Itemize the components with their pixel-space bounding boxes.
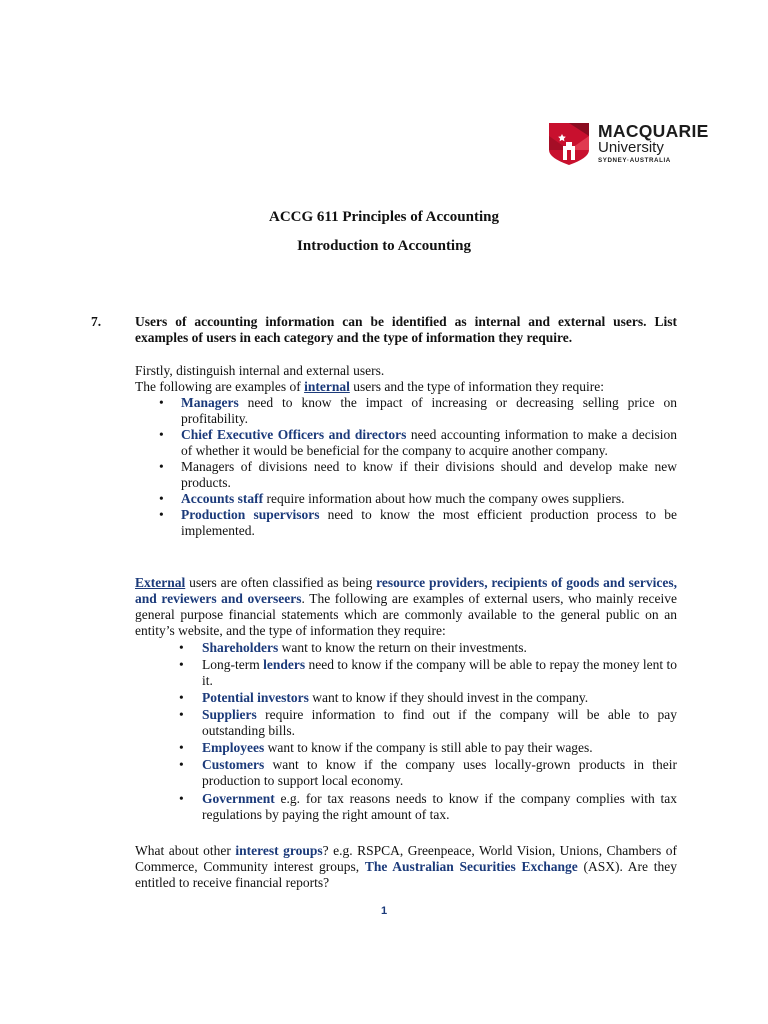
intro-pre: The following are examples of: [135, 379, 305, 394]
list-item: • Customers want to know if the company uses locally-grown products in their production to support local economy.: [179, 757, 677, 789]
intro-line-1: Firstly, distinguish internal and external users.: [135, 363, 385, 378]
external-intro: [135, 575, 677, 639]
list-item: • Managers need to know the impact of increasing or decreasing selling price on profitability.: [159, 395, 677, 426]
item-key: Suppliers: [202, 707, 257, 723]
item-text: need to know the impact of increasing or decreasing selling price on profitability.: [181, 395, 677, 426]
logo-wordmark: [598, 122, 709, 165]
item-text: need to know the most efficient production process to be implemented.: [181, 507, 677, 538]
university-shield-icon: [548, 122, 590, 166]
item-text: need accounting information to make a decision of whether it would be beneficial for the company to acquire another company.: [181, 427, 677, 458]
item-text: want to know the return on their investments.: [278, 640, 527, 655]
item-key: Managers: [181, 395, 239, 410]
item-key: Customers: [202, 757, 265, 773]
external-groups: resource providers, recipients of goods and services, and reviewers and overseers: [135, 575, 677, 606]
list-item: • Potential investors want to know if they should invest in the company.: [179, 690, 589, 706]
item-key: Accounts staff: [181, 491, 264, 506]
external-users-list: [135, 640, 677, 824]
course-title: ACCG 611 Principles of Accounting: [268, 209, 499, 225]
intro-post: users and the type of information they require:: [349, 379, 605, 394]
item-text: want to know if they should invest in the company.: [308, 690, 589, 706]
list-item: • Production supervisors need to know the most efficient production process to be implemented.: [159, 507, 677, 538]
logo-subtitle: University: [598, 139, 664, 156]
list-item: • Employees want to know if the company is still able to pay their wages.: [179, 740, 593, 756]
closing-post: (ASX). Are they entitled to receive financial reports?: [135, 859, 677, 890]
closing-key1: interest groups: [235, 843, 323, 858]
list-item: • Managers of divisions need to know if their divisions should and develop make new products.: [159, 459, 677, 490]
item-text: e.g. for tax reasons needs to know if the company complies with tax regulations by paying the right amount of tax.: [202, 790, 677, 822]
list-item: • Shareholders want to know the return on their investments.: [179, 640, 527, 655]
internal-users-list: [135, 395, 677, 539]
item-key: Shareholders: [202, 640, 279, 655]
item-key: Employees: [202, 740, 265, 756]
closing-paragraph: [135, 843, 677, 891]
list-item: • Government e.g. for tax reasons needs to know if the company complies with tax regulations by paying the right amount of tax.: [179, 790, 677, 822]
item-pre: Long-term: [202, 657, 264, 673]
list-item: • Long-term lenders need to know if the company will be able to repay the money lent to it.: [179, 657, 677, 689]
item-text: Managers of divisions need to know if their divisions should and develop make new products.: [181, 459, 677, 490]
item-text: need to know if the company will be able to repay the money lent to it.: [202, 657, 677, 689]
list-item: • Accounts staff require information about how much the company owes suppliers.: [159, 491, 625, 506]
list-item: • Suppliers require information to find out if the company will be able to pay outstanding bills.: [179, 707, 677, 739]
item-text: require information about how much the company owes suppliers.: [263, 491, 625, 506]
item-key: Potential investors: [202, 690, 309, 706]
logo-brand: MACQUARIE: [598, 121, 709, 141]
external-p2: . The following are examples of external users, who mainly receive general purpose financial statements which are commonly available to the general public on an entity’s website, and the type of information they require:: [135, 591, 678, 638]
item-text: require information to find out if the company will be able to pay outstanding bills.: [202, 707, 677, 739]
external-p1: users are often classified as being: [185, 575, 377, 590]
page-number: 1: [380, 905, 388, 917]
logo-location: SYDNEY·AUSTRALIA: [598, 157, 671, 164]
list-item: • Chief Executive Officers and directors need accounting information to make a decision of whether it would be beneficial for the company to acquire another company.: [159, 427, 677, 458]
external-keyword: External: [135, 575, 186, 590]
university-logo: [548, 122, 718, 166]
item-text: want to know if the company uses locally-grown products in their production to support local economy.: [202, 757, 677, 789]
item-text: want to know if the company is still able to pay their wages.: [264, 740, 593, 756]
internal-keyword: internal: [304, 379, 350, 394]
closing-pre: What about other: [135, 843, 236, 858]
item-key: Production supervisors: [181, 507, 320, 522]
closing-mid: ? e.g. RSPCA, Greenpeace, World Vision, Unions, Chambers of Commerce, Community interest groups,: [135, 843, 677, 874]
internal-intro: [135, 363, 677, 395]
item-key: Chief Executive Officers and directors: [181, 427, 407, 442]
question-text: Users of accounting information can be identified as internal and external users. List examples of users in each category and the type of information they require.: [135, 314, 677, 345]
intro-line-2: [135, 379, 677, 395]
topic-title: Introduction to Accounting: [297, 238, 471, 254]
item-key: Government: [202, 790, 275, 806]
closing-key2: The Australian Securities Exchange: [364, 859, 578, 874]
item-key: lenders: [263, 657, 306, 673]
question-number: 7.: [91, 314, 102, 329]
